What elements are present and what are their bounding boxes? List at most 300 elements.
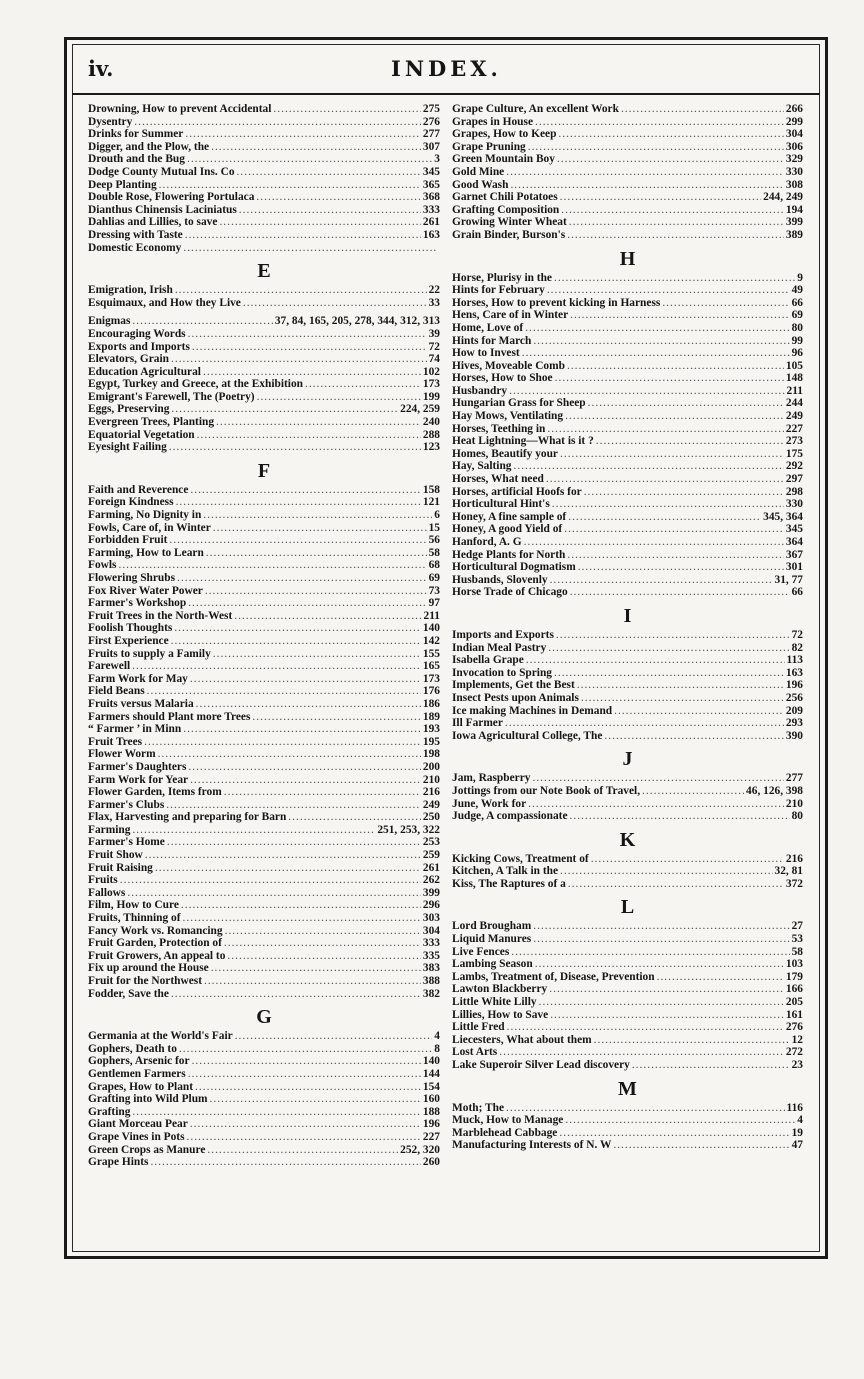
index-entry bbox=[452, 785, 803, 798]
index-entry bbox=[452, 679, 803, 692]
dot-leader bbox=[127, 887, 421, 900]
index-entry bbox=[88, 585, 440, 598]
entry-title: Iowa Agricultural College, The bbox=[452, 729, 603, 742]
entry-title: Dressing with Taste bbox=[88, 228, 183, 241]
section-letter: J bbox=[622, 748, 633, 771]
entry-title: Manufacturing Interests of N. W bbox=[452, 1139, 612, 1152]
dot-leader bbox=[147, 685, 421, 698]
entry-title: Foolish Thoughts bbox=[88, 622, 173, 635]
entry-title: Judge, A compassionate bbox=[452, 810, 568, 823]
entry-page: 298 bbox=[785, 485, 803, 498]
dot-leader bbox=[657, 971, 784, 984]
index-entry bbox=[452, 1009, 803, 1022]
entry-page: 304 bbox=[785, 128, 803, 141]
entry-title: Enigmas bbox=[88, 315, 131, 328]
index-entry bbox=[452, 642, 803, 655]
index-entry bbox=[452, 996, 803, 1009]
index-entry bbox=[88, 242, 440, 255]
dot-leader bbox=[257, 391, 421, 404]
dot-leader bbox=[243, 297, 427, 310]
index-entry bbox=[452, 667, 803, 680]
dot-leader bbox=[118, 559, 426, 572]
entry-title: Fruits versus Malaria bbox=[88, 697, 194, 710]
entry-page: 260 bbox=[422, 1156, 440, 1169]
index-entry bbox=[452, 141, 803, 154]
dot-leader bbox=[224, 937, 421, 950]
entry-title: Elevators, Grain bbox=[88, 353, 169, 366]
entry-page: 304 bbox=[422, 924, 440, 937]
index-entry bbox=[452, 692, 803, 705]
index-entry bbox=[88, 685, 440, 698]
entry-title: Eyesight Failing bbox=[88, 441, 167, 454]
entry-title: Farming, No Dignity in bbox=[88, 509, 202, 522]
index-entry bbox=[452, 410, 803, 423]
index-entry bbox=[88, 887, 440, 900]
index-entry bbox=[88, 391, 440, 404]
dot-leader bbox=[524, 536, 784, 549]
dot-leader bbox=[132, 824, 375, 837]
dot-leader bbox=[145, 849, 421, 862]
entry-page: 140 bbox=[422, 622, 440, 635]
index-entry bbox=[452, 103, 803, 116]
entry-title: Dahlias and Lillies, to save bbox=[88, 216, 218, 229]
entry-title: Foreign Kindness bbox=[88, 496, 174, 509]
entry-title: Hanford, A. G bbox=[452, 536, 522, 548]
entry-title: Grape Hints bbox=[88, 1156, 149, 1169]
dot-leader bbox=[533, 335, 789, 348]
entry-page: 12 bbox=[791, 1033, 803, 1046]
index-entry bbox=[452, 216, 803, 229]
dot-leader bbox=[219, 216, 420, 229]
entry-title: Fruit Show bbox=[88, 849, 143, 862]
dot-leader bbox=[558, 128, 784, 141]
index-entry bbox=[88, 1055, 440, 1068]
entry-page: 160 bbox=[422, 1093, 440, 1106]
index-entry bbox=[452, 772, 803, 785]
entry-page: 39 bbox=[428, 327, 440, 340]
index-entry bbox=[88, 441, 440, 454]
entry-title: Horses, Teething in bbox=[452, 422, 546, 435]
index-entry bbox=[452, 574, 803, 587]
entry-page: 179 bbox=[785, 970, 803, 983]
entry-page: 199 bbox=[422, 390, 440, 403]
entry-title: Fox River Water Power bbox=[88, 584, 203, 597]
entry-page: 299 bbox=[785, 115, 803, 128]
entry-page: 102 bbox=[422, 365, 440, 378]
entry-page: 261 bbox=[422, 216, 440, 229]
entry-page: 388 bbox=[422, 975, 440, 987]
entry-title: Lillies, How to Save bbox=[452, 1008, 549, 1021]
index-entry bbox=[88, 284, 440, 297]
entry-page: 173 bbox=[422, 672, 440, 685]
index-entry bbox=[452, 498, 803, 511]
index-entry bbox=[88, 429, 440, 442]
dot-leader bbox=[179, 1043, 432, 1056]
entry-page: 19 bbox=[791, 1126, 803, 1139]
entry-page: 303 bbox=[422, 912, 440, 925]
entry-page: 73 bbox=[428, 584, 440, 597]
entry-page: 37, 84, 165, 205, 278, 344, 312, 313 bbox=[274, 315, 440, 328]
entry-title: Flax, Harvesting and preparing for Barn bbox=[88, 811, 287, 824]
entry-title: Double Rose, Flowering Portulaca bbox=[88, 191, 255, 204]
dot-leader bbox=[506, 166, 784, 179]
index-entry bbox=[88, 496, 440, 509]
entry-page: 251, 253, 322 bbox=[377, 823, 440, 836]
entry-page: 272 bbox=[785, 1046, 803, 1059]
entry-page: 53 bbox=[791, 933, 803, 946]
index-entry bbox=[452, 586, 803, 599]
entry-title: Flower Worm bbox=[88, 748, 156, 761]
entry-title: Emigrant's Farewell, The (Poetry) bbox=[88, 390, 255, 403]
entry-title: Liquid Manures bbox=[452, 933, 532, 946]
dot-leader bbox=[581, 692, 784, 705]
dot-leader bbox=[614, 705, 784, 718]
entry-page: 22 bbox=[428, 284, 440, 297]
index-entry bbox=[88, 1144, 440, 1157]
entry-page: 33 bbox=[428, 296, 440, 309]
index-entry bbox=[452, 385, 803, 398]
section-letter: M bbox=[618, 1077, 637, 1100]
entry-title: Honey, A good Yield of bbox=[452, 523, 563, 536]
entry-title: Insect Pests upon Animals bbox=[452, 691, 579, 704]
dot-leader bbox=[120, 874, 421, 887]
entry-title: Green Crops as Manure bbox=[88, 1143, 206, 1156]
index-entry bbox=[452, 561, 803, 574]
dot-leader bbox=[567, 229, 784, 242]
entry-title: Eggs, Preserving bbox=[88, 403, 170, 416]
entry-page: 116 bbox=[786, 1101, 803, 1114]
dot-leader bbox=[166, 799, 421, 812]
entry-page: 175 bbox=[785, 447, 803, 460]
dot-leader bbox=[565, 1114, 795, 1127]
entry-title: Horticultural Dogmatism bbox=[452, 561, 576, 574]
index-entry bbox=[452, 272, 803, 285]
index-entry bbox=[88, 1156, 440, 1169]
entry-title: Hay, Salting bbox=[452, 460, 512, 473]
dot-leader bbox=[560, 865, 772, 878]
entry-title: Education Agricultural bbox=[88, 365, 201, 378]
entry-page: 372 bbox=[785, 877, 803, 890]
page-title: INDEX. bbox=[391, 56, 502, 81]
dot-leader bbox=[560, 191, 761, 204]
index-entry bbox=[88, 912, 440, 925]
index-entry bbox=[88, 1081, 440, 1094]
index-entry bbox=[452, 191, 803, 204]
index-entry bbox=[88, 204, 440, 217]
entry-page: 166 bbox=[785, 983, 803, 996]
entry-title: How to Invest bbox=[452, 347, 520, 360]
entry-page: 165 bbox=[422, 660, 440, 673]
dot-leader bbox=[506, 1102, 785, 1115]
index-entry bbox=[88, 1030, 440, 1043]
entry-page: 277 bbox=[785, 772, 803, 785]
entry-title: Live Fences bbox=[452, 945, 510, 958]
index-entry bbox=[88, 648, 440, 661]
entry-page: 6 bbox=[434, 509, 440, 522]
entry-page: 345 bbox=[785, 523, 803, 536]
dot-leader bbox=[642, 785, 744, 798]
entry-title: Faith and Reverence bbox=[88, 483, 189, 496]
entry-title: Fruit Trees in the North-West bbox=[88, 609, 233, 622]
dot-leader bbox=[213, 522, 427, 535]
dot-leader bbox=[239, 204, 421, 217]
entry-title: Flowering Shrubs bbox=[88, 572, 176, 584]
dot-leader bbox=[567, 360, 784, 373]
dot-leader bbox=[533, 920, 789, 933]
dot-leader bbox=[550, 574, 773, 587]
dot-leader bbox=[535, 958, 784, 971]
dot-leader bbox=[235, 1030, 433, 1043]
entry-page: 47 bbox=[791, 1139, 803, 1152]
entry-page: 345 bbox=[422, 165, 440, 178]
entry-title: Fruits bbox=[88, 874, 118, 887]
entry-page: 196 bbox=[785, 679, 803, 692]
entry-title: Invocation to Spring bbox=[452, 666, 553, 679]
dot-leader bbox=[557, 153, 784, 166]
entry-page: 333 bbox=[422, 937, 440, 950]
entry-page: 293 bbox=[785, 717, 803, 730]
entry-title: Fruit Raising bbox=[88, 861, 153, 874]
dot-leader bbox=[234, 610, 421, 623]
index-entry bbox=[452, 229, 803, 242]
index-entry bbox=[88, 547, 440, 560]
entry-page: 365 bbox=[422, 178, 440, 191]
entry-page: 148 bbox=[785, 372, 803, 385]
entry-title: Marblehead Cabbage bbox=[452, 1126, 558, 1139]
dot-leader bbox=[224, 786, 421, 799]
index-entry bbox=[88, 761, 440, 774]
entry-title: Fodder, Save the bbox=[88, 987, 169, 1000]
entry-page: 275 bbox=[422, 103, 440, 115]
dot-leader bbox=[556, 629, 790, 642]
dot-leader bbox=[175, 284, 427, 297]
dot-leader bbox=[169, 441, 421, 454]
index-entry bbox=[452, 347, 803, 360]
entry-page: 3 bbox=[434, 153, 440, 166]
dot-leader bbox=[195, 1081, 421, 1094]
entry-title: Dysentry bbox=[88, 115, 133, 128]
entry-title: Kicking Cows, Treatment of bbox=[452, 852, 589, 865]
index-entry bbox=[88, 1131, 440, 1144]
index-entry bbox=[452, 549, 803, 562]
entry-title: Exports and Imports bbox=[88, 340, 190, 353]
dot-leader bbox=[158, 748, 421, 761]
dot-leader bbox=[522, 347, 790, 360]
entry-page: 292 bbox=[785, 460, 803, 473]
index-entry bbox=[88, 925, 440, 938]
dot-leader bbox=[594, 1034, 790, 1047]
entry-page: 49 bbox=[791, 284, 803, 297]
index-entry bbox=[88, 862, 440, 875]
entry-page: 277 bbox=[422, 128, 440, 141]
index-entry bbox=[88, 572, 440, 585]
entry-title: First Experience bbox=[88, 634, 169, 647]
index-entry bbox=[88, 597, 440, 610]
entry-title: Grapes in House bbox=[452, 115, 534, 128]
index-entry bbox=[452, 297, 803, 310]
entry-page: 216 bbox=[785, 852, 803, 865]
entry-title: Fruits to supply a Family bbox=[88, 647, 211, 660]
index-entry bbox=[88, 988, 440, 1001]
entry-page: 80 bbox=[791, 810, 803, 823]
index-entry bbox=[88, 774, 440, 787]
dot-leader bbox=[210, 1093, 421, 1106]
entry-title: Lawton Blackberry bbox=[452, 983, 548, 996]
entry-title: Horses, How to Shoe bbox=[452, 372, 553, 385]
dot-leader bbox=[183, 723, 421, 736]
entry-title: Farmer's Workshop bbox=[88, 597, 187, 610]
entry-title: Muck, How to Manage bbox=[452, 1114, 564, 1127]
dot-leader bbox=[190, 774, 421, 787]
entry-page: 335 bbox=[422, 949, 440, 962]
entry-title: Farming bbox=[88, 823, 131, 836]
entry-page: 123 bbox=[422, 441, 440, 454]
entry-page: 253 bbox=[422, 836, 440, 849]
entry-page: 142 bbox=[422, 634, 440, 647]
entry-page: 211 bbox=[423, 609, 440, 622]
entry-page: 4 bbox=[434, 1030, 440, 1043]
entry-title: Hedge Plants for North bbox=[452, 548, 566, 561]
entry-title: Ill Farmer bbox=[452, 717, 503, 730]
section-letter: E bbox=[257, 260, 271, 283]
entry-title: Green Mountain Boy bbox=[452, 153, 555, 166]
header-rule bbox=[72, 93, 820, 95]
right-index-column bbox=[452, 103, 803, 1152]
entry-title: “ Farmer ’ in Minn bbox=[88, 723, 182, 736]
entry-page: 31, 77 bbox=[774, 573, 803, 586]
index-entry bbox=[88, 416, 440, 429]
index-entry bbox=[88, 736, 440, 749]
entry-page: 399 bbox=[785, 216, 803, 229]
entry-title: Gentlemen Farmers bbox=[88, 1067, 186, 1080]
index-entry bbox=[452, 486, 803, 499]
index-entry bbox=[88, 962, 440, 975]
entry-title: Fowls, Care of, in Winter bbox=[88, 521, 211, 534]
entry-page: 383 bbox=[422, 962, 440, 975]
index-entry bbox=[452, 810, 803, 823]
entry-title: Farm Work for May bbox=[88, 672, 188, 685]
entry-title: Little White Lilly bbox=[452, 996, 537, 1009]
index-entry bbox=[452, 511, 803, 524]
entry-title: Liecesters, What about them bbox=[452, 1033, 592, 1046]
entry-page: 189 bbox=[422, 710, 440, 723]
entry-title: Fruit Trees bbox=[88, 735, 143, 748]
dot-leader bbox=[550, 1009, 784, 1022]
index-entry bbox=[452, 1114, 803, 1127]
section-letter: I bbox=[623, 604, 632, 627]
dot-leader bbox=[171, 353, 427, 366]
entry-page: 72 bbox=[791, 628, 803, 641]
index-entry bbox=[88, 811, 440, 824]
entry-page: 244 bbox=[785, 397, 803, 410]
entry-page: 4 bbox=[797, 1114, 803, 1127]
dot-leader bbox=[554, 272, 795, 285]
index-entry bbox=[88, 1068, 440, 1081]
index-entry bbox=[452, 730, 803, 743]
entry-page: 186 bbox=[422, 697, 440, 710]
dot-leader bbox=[591, 853, 784, 866]
entry-page: 163 bbox=[785, 666, 803, 679]
entry-title: Horses, artificial Hoofs for bbox=[452, 485, 582, 498]
index-entry bbox=[88, 723, 440, 736]
dot-leader bbox=[569, 216, 784, 229]
entry-page: 308 bbox=[785, 178, 803, 191]
dot-leader bbox=[192, 1055, 421, 1068]
entry-title: Moth; The bbox=[452, 1101, 504, 1114]
entry-page: 210 bbox=[422, 773, 440, 786]
entry-title: Fruit for the Northwest bbox=[88, 975, 202, 987]
index-entry bbox=[452, 933, 803, 946]
index-entry bbox=[452, 865, 803, 878]
dot-leader bbox=[604, 730, 784, 743]
entry-page: 154 bbox=[422, 1080, 440, 1093]
entry-page: 198 bbox=[422, 748, 440, 761]
index-entry bbox=[452, 284, 803, 297]
entry-title: Film, How to Cure bbox=[88, 899, 179, 912]
dot-leader bbox=[132, 1106, 421, 1119]
index-entry bbox=[452, 717, 803, 730]
entry-title: Horse, Plurisy in the bbox=[452, 271, 552, 284]
dot-leader bbox=[190, 484, 421, 497]
dot-leader bbox=[132, 660, 421, 673]
entry-page: 56 bbox=[428, 534, 440, 547]
index-entry bbox=[88, 315, 440, 328]
entry-page: 173 bbox=[422, 378, 440, 391]
index-entry bbox=[452, 654, 803, 667]
index-entry bbox=[452, 204, 803, 217]
entry-title: Deep Planting bbox=[88, 178, 157, 191]
index-entry bbox=[88, 874, 440, 887]
entry-page: 227 bbox=[785, 422, 803, 435]
entry-page: 307 bbox=[422, 140, 440, 153]
dot-leader bbox=[225, 925, 421, 938]
entry-title: Farmer's Home bbox=[88, 836, 165, 849]
dot-leader bbox=[507, 1021, 784, 1034]
entry-title: Honey, A fine sample of bbox=[452, 510, 567, 523]
dot-leader bbox=[144, 736, 421, 749]
page-number: iv. bbox=[88, 56, 114, 81]
index-entry bbox=[452, 853, 803, 866]
entry-title: Encouraging Words bbox=[88, 327, 186, 340]
entry-page: 390 bbox=[785, 729, 803, 742]
dot-leader bbox=[237, 166, 421, 179]
dot-leader bbox=[632, 1059, 790, 1072]
index-entry bbox=[88, 1118, 440, 1131]
entry-page: 367 bbox=[785, 548, 803, 561]
entry-title: Hives, Moveable Comb bbox=[452, 359, 565, 372]
index-entry bbox=[452, 153, 803, 166]
dot-leader bbox=[190, 673, 421, 686]
dot-leader bbox=[552, 498, 784, 511]
dot-leader bbox=[564, 523, 784, 536]
dot-leader bbox=[185, 128, 421, 141]
entry-page: 399 bbox=[422, 886, 440, 899]
index-entry bbox=[452, 1034, 803, 1047]
entry-title: Gophers, Death to bbox=[88, 1042, 177, 1055]
entry-title: Lost Arts bbox=[452, 1046, 498, 1059]
entry-title: Farmers should Plant more Trees bbox=[88, 710, 251, 723]
index-entry bbox=[88, 484, 440, 497]
entry-page: 23 bbox=[791, 1059, 803, 1071]
entry-page: 224, 259 bbox=[400, 403, 440, 416]
dot-leader bbox=[570, 586, 790, 599]
entry-page: 259 bbox=[422, 849, 440, 862]
index-entry bbox=[452, 1102, 803, 1115]
entry-page: 69 bbox=[428, 572, 440, 584]
entry-title: Isabella Grape bbox=[452, 654, 524, 667]
index-entry bbox=[452, 473, 803, 486]
entry-title: Digger, and the Plow, the bbox=[88, 140, 210, 153]
